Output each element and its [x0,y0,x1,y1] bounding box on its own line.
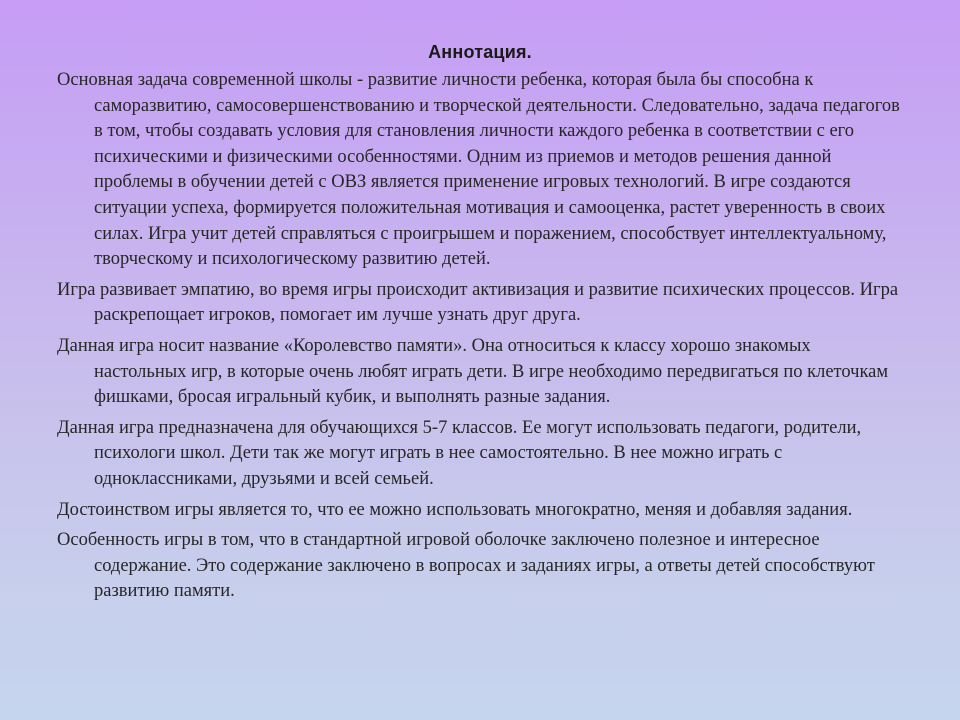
paragraph-feature: Особенность игры в том, что в стандартной игровой оболочке заключено полезное и интересное содержание. Это содержание заключено в вопросах и заданиях игры, а ответы детей способствуют развитию памяти. [57,530,875,602]
slide-title: Аннотация. [428,42,532,62]
paragraph-game-name: Данная игра носит название «Королевство памяти». Она относиться к классу хорошо знакомых настольных игр, в которые очень любят играть дети. В игре необходимо передвигаться по клеточкам фишками, бросая игральный кубик, и выполнять разные задания. [57,335,889,408]
paragraph-empathy: Игра развивает эмпатию, во время игры происходит активизация и развитие психических процессов. Игра раскрепощает игроков, помогает им лучше узнать друг друга. [57,279,899,326]
paragraph-advantage: Достоинством игры является то, что ее можно использовать многократно, меняя и добавляя задания. [57,499,853,520]
annotation-body [57,68,907,605]
paragraph-main-task: Основная задача современной школы - развитие личности ребенка, которая была бы способна к саморазвитию, самосовершенствованию и творческой деятельности. Следовательно, задача педагогов в том, чтобы создавать условия для становления личности каждого ребенка в соответствии с его психическими и физическими особенностями. Одним из приемов и методов решения данной проблемы в обучении детей с ОВЗ является применение игровых технологий. В игре создаются ситуации успеха, формируется положительная мотивация и самооценка, растет уверенность в своих силах. Игра учит детей справляться с проигрышем и поражением, способствует интеллектуальному, творческому и психологическому развитию детей. [57,70,900,270]
paragraph-audience: Данная игра предназначена для обучающихся 5-7 классов. Ее могут использовать педагоги, родители, психологи школ. Дети так же могут играть в нее самостоятельно. В нее можно играть с одноклассниками, друзьями и всей семьей. [57,417,862,489]
